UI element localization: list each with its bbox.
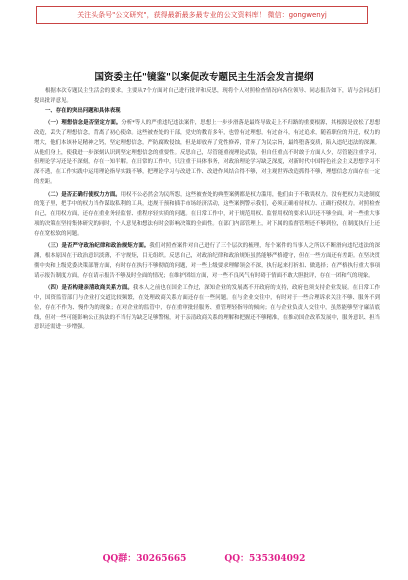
banner-wechat: 微信：gongwenyj [267, 11, 327, 19]
section-heading: 一、存在的突出问题和具体表现 [45, 107, 121, 114]
paragraph-2 [34, 191, 380, 240]
intro-paragraph: 根据本次专题民主生活会的要求，主要从7个方面对自己进行批评和反思，现将个人对照检查情况向各位领导、同志报告如下，请与会同志们提出批评意见。 [34, 88, 380, 104]
paragraph-4-heading: （四）是否构建亲清政商关系方面。 [45, 285, 133, 292]
paragraph-2-heading: （二）是否正确行使权力方面。 [45, 191, 121, 198]
footer-qq: QQ：535304092 [224, 554, 306, 564]
promo-banner [36, 6, 368, 24]
paragraph-4-text: 我本人之前也在国企工作过，深知企业的发展离不开政府的支持，政府也须支持企业发展。在日常工作中，国资监管部门与企业打交道比较频繁，在处理政商关系方面还存在一些问题。在与企业交往中，有时对于一些合理诉求关注不够、服务不到位，存在不作为、慢作为的现象；在对企业的监管中，存在重审批轻服务、重管理轻指导的倾向；在与企业负责人交往中，虽然能够坚守廉洁底线，但对一些可能影响公正执法的不当行为缺乏足够警惕，对于亲清政商关系的理解和把握还不够精准，在推动国企改革发展中，服务意识、担当意识还需进一步增强。 [34, 285, 380, 331]
paragraph-4 [34, 284, 380, 333]
footer [0, 551, 408, 565]
paragraph-1 [34, 119, 380, 187]
document-title: 国资委主任"镜鉴"以案促改专题民主生活会发言提纲 [94, 72, 314, 83]
document-body [34, 87, 380, 333]
paragraph-3-heading: （三）是否严守政治纪律和政治规矩方面。 [45, 243, 150, 250]
paragraph-3 [34, 242, 380, 281]
paragraph-3-text: 我们对照查案件对自己进行了三个层次的梳理，每个案件的当事人之所以不断滑向违纪违法的深渊，根本原因在于政治意识淡薄，不守规矩，目无组织。反思自己，对政治纪律和政治规矩虽然能够严格遵守，但在一些方面还有差距。在坚决贯彻中央和上级党委决策部署方面，有时存在执行不够彻底的问题，对一些上级要求理解领会不深，执行起来打折扣、做选择；在严格执行重大事项请示报告制度方面，存在请示报告不够及时全面的情况；在维护团结方面，对一些不良风气有时碍于情面不敢大胆批评，存在一团和气的现象。 [34, 243, 380, 279]
paragraph-1-heading: （一）理想信念是否坚定方面。 [45, 120, 122, 127]
paragraph-2-text: 用权不公必然会为民所怨，这些被查处的典型案例都是权力滥用，他们由于不敬畏权力，没有把权力关进制度的笼子里，把手中的权力当作谋取私利的工具，违规干预和插手市场经济活动，这些案例警示我们，必须正确看待权力、正确行使权力。对照检查自己，在用权方面，还存在重业务轻监督、重程序轻实质的问题。在日常工作中，对于规范用权、监督用权的要求认识还不够全面，对一些重大事项的决策在坚持集体研究的同时，个人意见和想法有时会影响决策的全面性。在部门内部管理上，对下属的监督管理还不够到位，在制度执行上还存在宽松软的问题。 [34, 191, 380, 237]
paragraph-1-text: 分析*等人的严重违纪违法案件，思想上一步步滑落是最终导致走上不归路的重要根源，其根源是放松了思想改造，丢失了理想信念，背离了初心使命。这些被查处的干部，党史的教育多年，也曾有过理想，有过奋斗，有过追求，随着职位的升迁，权力的增大，他们本该补足精神之钙，坚定理想信念，严防腐败侵蚀，但是却放弃了党性修养，背弃了为民宗旨，最终堕落变质，陷入违纪违法的深渊。从他们身上，使我进一步深刻认识到坚定理想信念的重要性。反思自己，尽管能重视理论武装，但自任重点不时敢于方面人少，尽管能注重学习，但理论学习还是不深刻，存在一知半解。在日常的工作中，只注重于具体事务，对政治理论学习缺乏深度，对新时代中国特色社会主义思想学习不深不透，在工作实践中运用理论指导实践不够，把理论学习与改进工作、改进作风结合得不够，对主观世界改造抓得不够，理想信念方面存在一定的差距。 [34, 120, 380, 185]
banner-text: 关注头条号"公文研究"，获得最新最多最专业的公文资料库！ [77, 11, 266, 19]
footer-qq-group: QQ群：30265665 [102, 554, 187, 564]
